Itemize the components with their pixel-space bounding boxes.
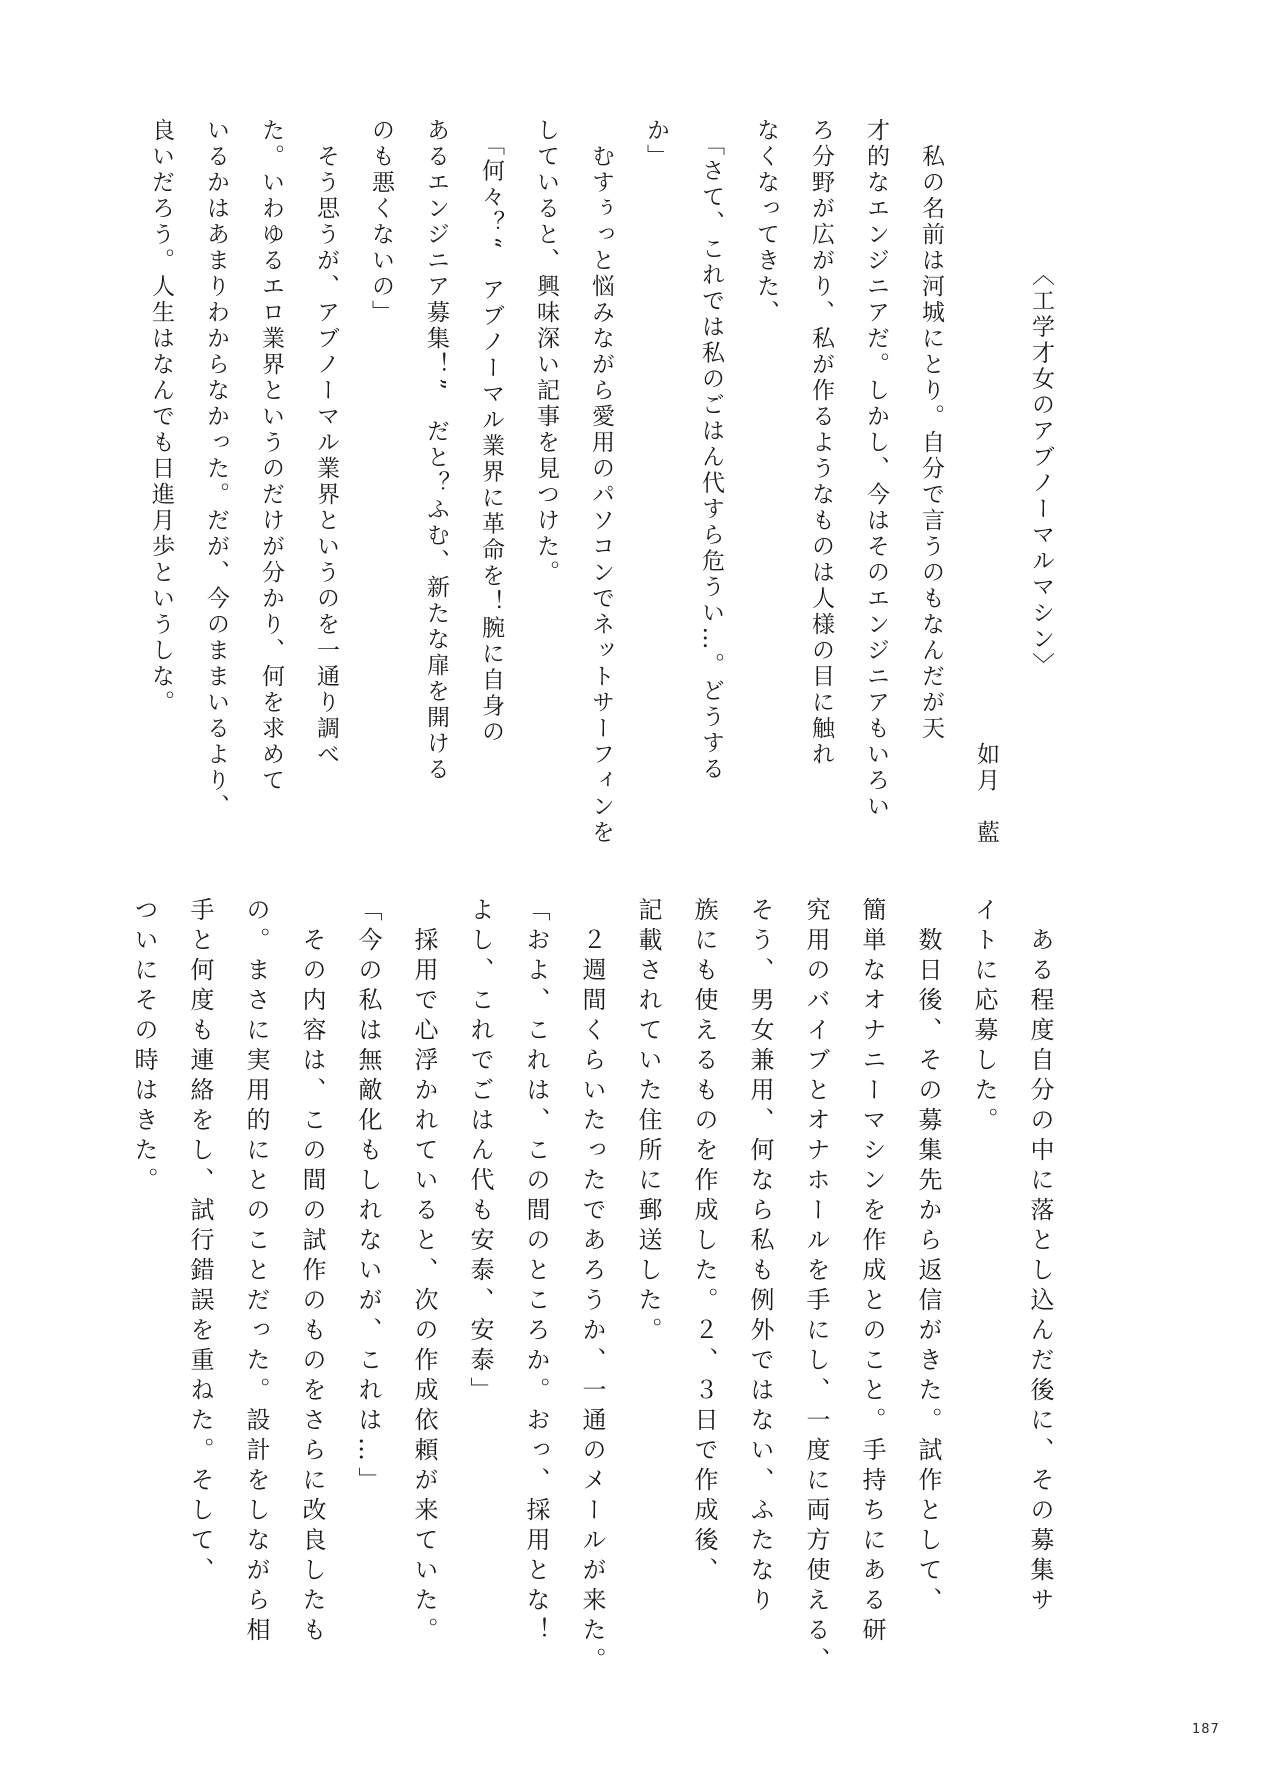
top-page-column-2: 如月 藍 — [973, 118, 999, 846]
top-page-column-7: 「さて、これでは私のごはん代すら危うい…。どうする — [698, 118, 724, 783]
top-page-column-4: 才的なエンジニアだ。しかし、今はそのエンジニアもいろい — [863, 118, 889, 820]
bottom-page-column-12: 採用で心浮かれていると、次の作成依頼が来ていた。 — [410, 897, 438, 1647]
top-page-column-16: いるかはあまりわからなかった。だが、今のままいるより、 — [203, 118, 229, 820]
bottom-page-column-10: 「およ、これは、この間のところか。おっ、採用とな！ — [522, 897, 550, 1647]
bottom-page-column-11: よし、これでごはん代も安泰、安泰」 — [466, 897, 494, 1407]
bottom-page-column-13: 「今の私は無敵化もしれないが、これは…」 — [354, 897, 382, 1497]
top-page-column-11: 「何々？“ アブノーマル業界に革命を！腕に自身の — [478, 118, 504, 746]
bottom-page-column-7: 族にも使えるものを作成した。２、３日で作成後、 — [690, 897, 718, 1587]
top-page-column-12: あるエンジニア募集！” だと？ふむ、新たな扉を開ける — [423, 118, 449, 783]
bottom-page-column-14: その内容は、この間の試作のものをさらに改良したも — [298, 897, 326, 1647]
bottom-page-column-1: ある程度自分の中に落とし込んだ後に、その募集サ — [1026, 897, 1054, 1617]
bottom-page-column-5: 究用のバイブとオナホールを手にし、一度に両方使える、 — [802, 897, 830, 1677]
top-page-column-13: のも悪くないの」 — [368, 118, 394, 326]
bottom-half-page-text — [116, 897, 1068, 1681]
bottom-page-column-8: 記載されていた住所に郵送した。 — [634, 897, 662, 1347]
top-page-column-15: た。いわゆるエロ業界というのだけが分かり、何を求めて — [258, 118, 284, 794]
top-page-column-10: していると、興味深い記事を見つけた。 — [533, 118, 559, 586]
bottom-page-column-6: そう、男女兼用、何なら私も例外ではない、ふたなり — [746, 897, 774, 1617]
top-page-column-14: そう思うが、アブノーマル業界というのを一通り調べ — [313, 118, 339, 768]
bottom-page-column-17: ついにその時はきた。 — [130, 897, 158, 1197]
top-page-column-5: ろ分野が広がり、私が作るようなものは人様の目に触れ — [808, 118, 834, 768]
top-page-column-6: なくなってきた、 — [753, 118, 779, 326]
top-page-column-9: むすぅっと悩みながら愛用のパソコンでネットサーフィンを — [588, 118, 614, 846]
bottom-page-column-16: 手と何度も連絡をし、試行錯誤を重ねた。そして、 — [186, 897, 214, 1587]
bottom-page-column-3: 数日後、その募集先から返信がきた。試作として、 — [914, 897, 942, 1617]
top-page-column-17: 良いだろう。人生はなんでも日進月歩というしな。 — [148, 118, 174, 716]
bottom-page-column-9: ２週間くらいたったであろうか、一通のメールが来た。 — [578, 897, 606, 1677]
page-number: 187 — [1192, 1722, 1220, 1737]
top-half-page-text — [133, 118, 1068, 850]
top-page-column-1: 〈工学才女のアブノーマルマシン〉 — [1028, 118, 1054, 679]
top-page-column-3: 私の名前は河城にとり。自分で言うのもなんだが天 — [918, 118, 944, 742]
bottom-page-column-2: イトに応募した。 — [970, 897, 998, 1137]
bottom-page-column-4: 簡単なオナニーマシンを作成とのこと。手持ちにある研 — [858, 897, 886, 1647]
bottom-page-column-15: の。まさに実用的にとのことだった。設計をしながら相 — [242, 897, 270, 1647]
top-page-column-8: か」 — [643, 118, 669, 170]
